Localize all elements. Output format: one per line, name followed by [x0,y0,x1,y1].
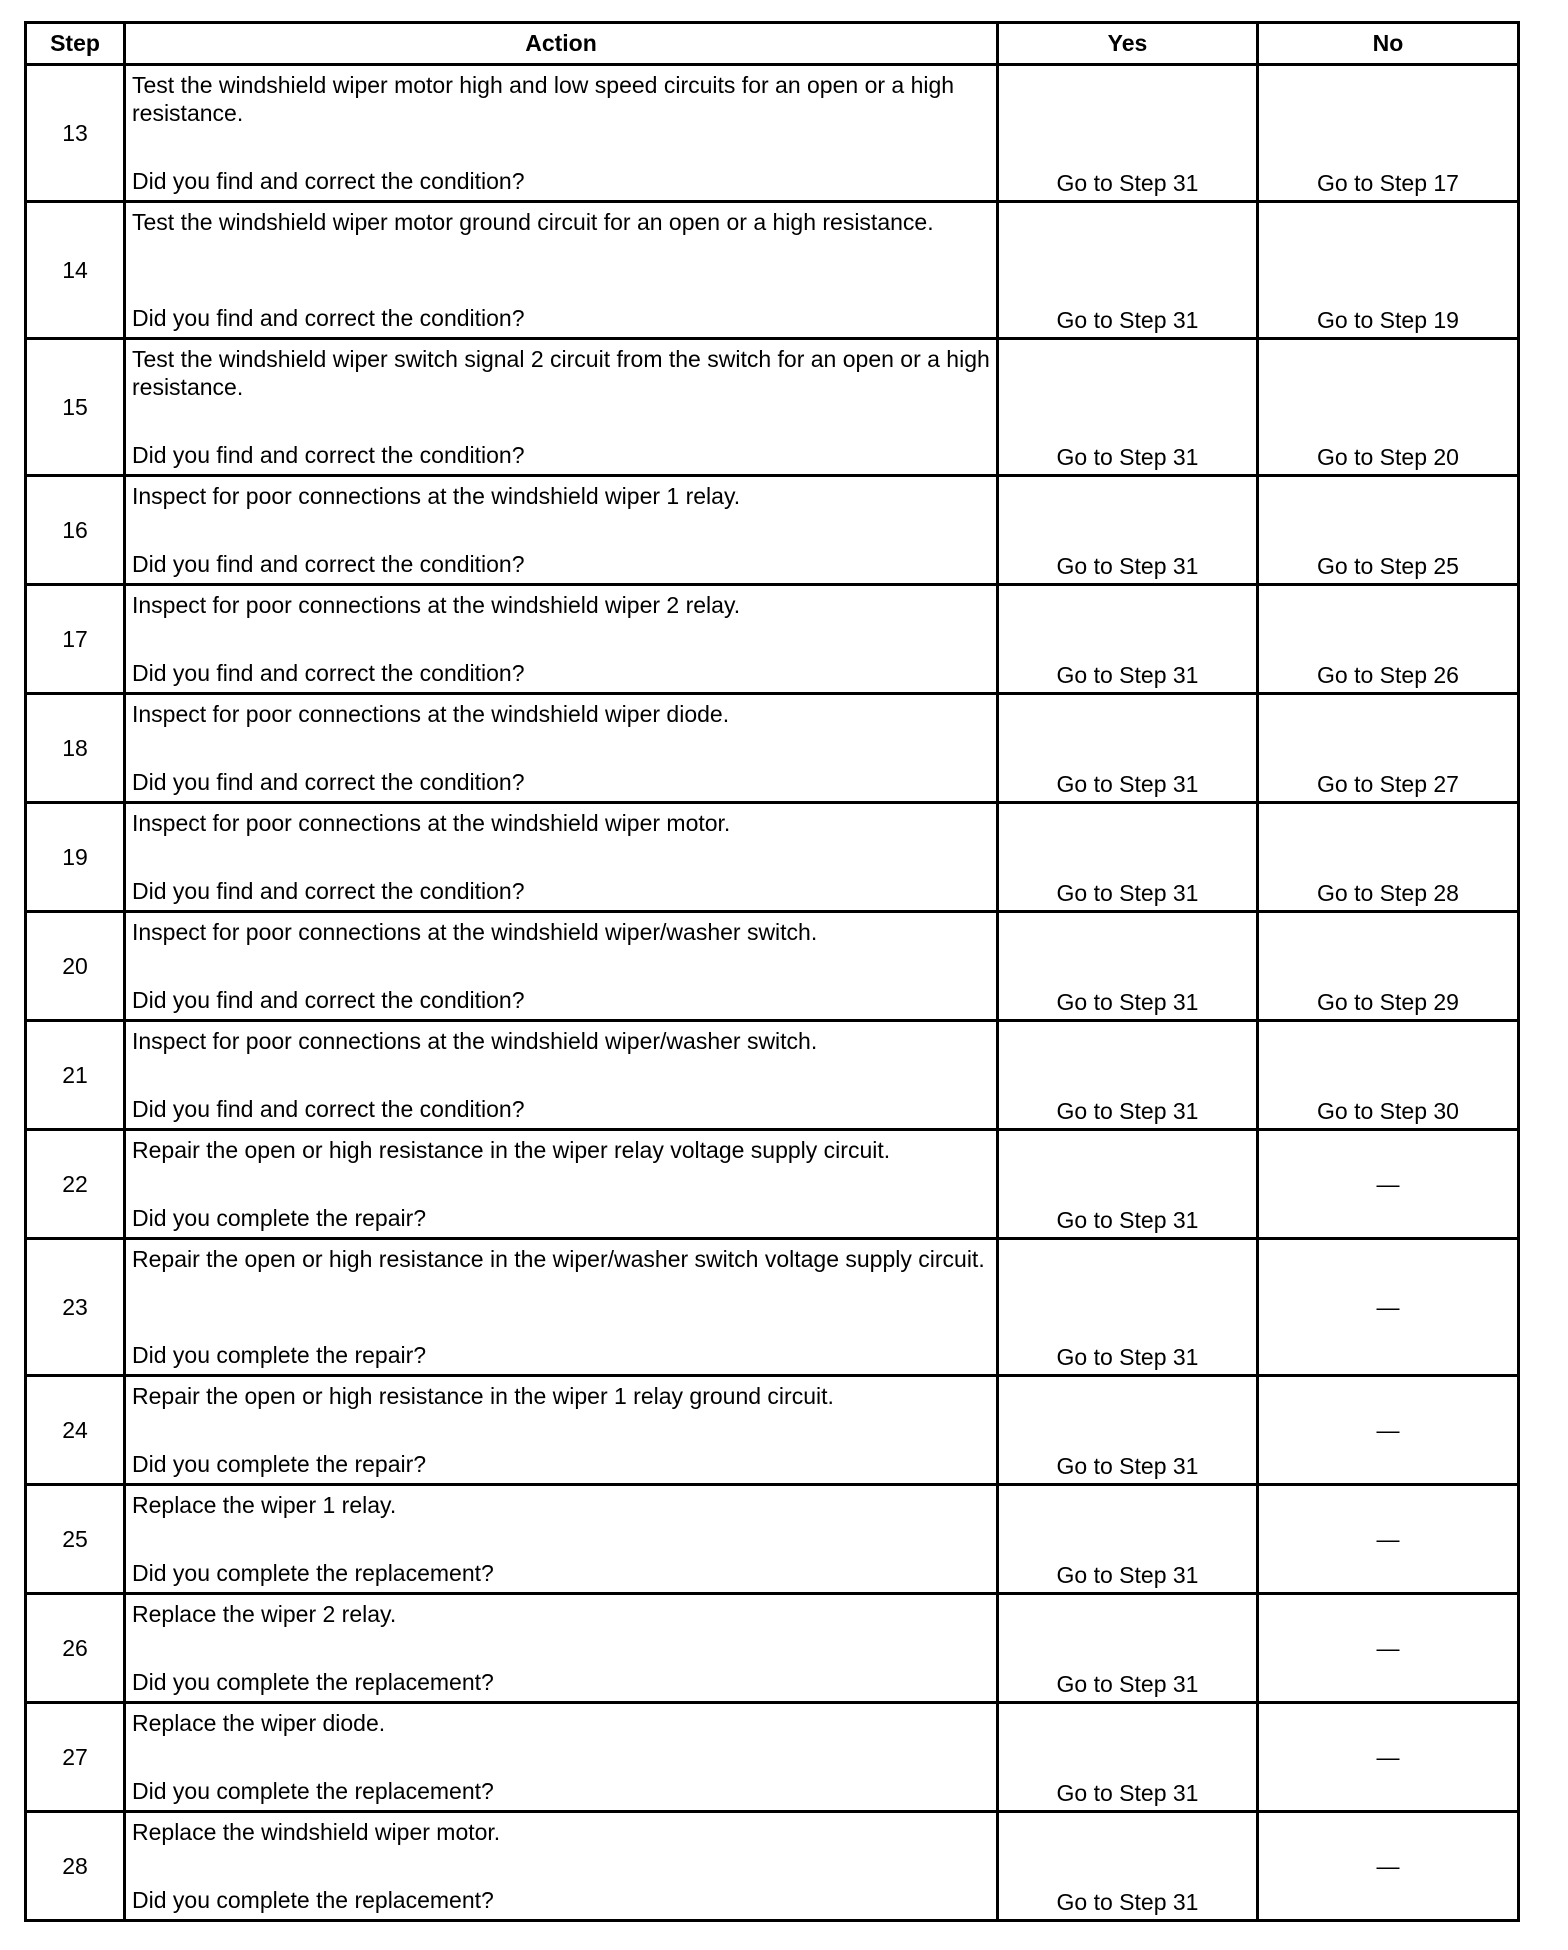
action-content [126,695,996,798]
action-instruction: Inspect for poor connections at the windshield wiper motor. [132,810,731,836]
step-number: 14 [26,202,125,339]
action-question: Did you find and correct the condition? [132,878,525,904]
action-question: Did you complete the repair? [132,1205,427,1231]
action-cell [125,65,998,202]
action-instruction: Test the windshield wiper switch signal 2 circuit from the switch for an open or a high resistance. [132,346,990,400]
action-content [126,804,996,907]
table-row [26,1812,1519,1921]
action-cell [125,1812,998,1921]
action-content [126,1595,996,1698]
no-result: — [1258,1130,1519,1239]
action-cell [125,1239,998,1376]
action-question: Did you complete the replacement? [132,1778,494,1804]
yes-result: Go to Step 31 [998,585,1258,694]
action-instruction: Inspect for poor connections at the windshield wiper 1 relay. [132,483,741,509]
action-question: Did you complete the repair? [132,1451,427,1477]
header-step: Step [26,23,125,65]
yes-result: Go to Step 31 [998,1812,1258,1921]
no-result: Go to Step 17 [1258,65,1519,202]
action-cell [125,1594,998,1703]
action-content [126,66,996,197]
action-question: Did you complete the replacement? [132,1887,494,1913]
action-instruction: Repair the open or high resistance in the wiper/washer switch voltage supply circuit. [132,1246,985,1272]
action-question: Did you find and correct the condition? [132,305,525,331]
yes-result: Go to Step 31 [998,694,1258,803]
header-no: No [1258,23,1519,65]
action-cell [125,912,998,1021]
yes-result: Go to Step 31 [998,65,1258,202]
step-number: 20 [26,912,125,1021]
step-number: 21 [26,1021,125,1130]
action-cell [125,1703,998,1812]
no-result: — [1258,1703,1519,1812]
yes-result: Go to Step 31 [998,1021,1258,1130]
step-number: 28 [26,1812,125,1921]
table-header [26,23,1519,65]
no-result: — [1258,1812,1519,1921]
action-question: Did you find and correct the condition? [132,168,525,194]
yes-result: Go to Step 31 [998,1239,1258,1376]
action-question: Did you find and correct the condition? [132,660,525,686]
yes-result: Go to Step 31 [998,339,1258,476]
step-number: 13 [26,65,125,202]
action-instruction: Repair the open or high resistance in the wiper relay voltage supply circuit. [132,1137,891,1163]
yes-result: Go to Step 31 [998,1485,1258,1594]
table-row [26,694,1519,803]
action-cell [125,202,998,339]
step-number: 15 [26,339,125,476]
action-question: Did you complete the repair? [132,1342,427,1368]
action-instruction: Inspect for poor connections at the windshield wiper diode. [132,701,730,727]
action-cell [125,1130,998,1239]
no-result: Go to Step 26 [1258,585,1519,694]
table-row [26,1376,1519,1485]
step-number: 24 [26,1376,125,1485]
step-number: 23 [26,1239,125,1376]
action-instruction: Replace the wiper 1 relay. [132,1492,397,1518]
action-content [126,1486,996,1589]
action-question: Did you complete the replacement? [132,1560,494,1586]
action-content [126,1240,996,1371]
action-instruction: Repair the open or high resistance in the wiper 1 relay ground circuit. [132,1383,834,1409]
action-content [126,477,996,580]
yes-result: Go to Step 31 [998,912,1258,1021]
action-instruction: Replace the windshield wiper motor. [132,1819,501,1845]
no-result: Go to Step 29 [1258,912,1519,1021]
action-question: Did you find and correct the condition? [132,987,525,1013]
diagnostic-table [24,21,1520,1922]
no-result: Go to Step 27 [1258,694,1519,803]
action-instruction: Replace the wiper diode. [132,1710,386,1736]
action-content [126,203,996,334]
header-row [26,23,1519,65]
header-action: Action [125,23,998,65]
step-number: 22 [26,1130,125,1239]
table-row [26,476,1519,585]
action-instruction: Inspect for poor connections at the windshield wiper 2 relay. [132,592,741,618]
step-number: 16 [26,476,125,585]
yes-result: Go to Step 31 [998,1376,1258,1485]
action-question: Did you complete the replacement? [132,1669,494,1695]
action-instruction: Inspect for poor connections at the windshield wiper/washer switch. [132,1028,818,1054]
action-cell [125,585,998,694]
action-cell [125,1485,998,1594]
step-number: 18 [26,694,125,803]
action-content [126,586,996,689]
header-yes: Yes [998,23,1258,65]
table-row [26,585,1519,694]
action-question: Did you find and correct the condition? [132,442,525,468]
no-result: Go to Step 20 [1258,339,1519,476]
step-number: 27 [26,1703,125,1812]
action-content [126,340,996,471]
table-row [26,803,1519,912]
no-result: Go to Step 30 [1258,1021,1519,1130]
table-row [26,1130,1519,1239]
action-content [126,1813,996,1916]
action-cell [125,339,998,476]
action-content [126,1022,996,1125]
yes-result: Go to Step 31 [998,1130,1258,1239]
action-content [126,1131,996,1234]
action-instruction: Test the windshield wiper motor high and low speed circuits for an open or a high resistance. [132,72,955,126]
step-number: 26 [26,1594,125,1703]
table-row [26,1021,1519,1130]
table-row [26,912,1519,1021]
table-row [26,1485,1519,1594]
no-result: — [1258,1376,1519,1485]
step-number: 19 [26,803,125,912]
yes-result: Go to Step 31 [998,476,1258,585]
no-result: — [1258,1239,1519,1376]
action-question: Did you find and correct the condition? [132,1096,525,1122]
no-result: — [1258,1594,1519,1703]
action-question: Did you find and correct the condition? [132,769,525,795]
action-content [126,1377,996,1480]
step-number: 25 [26,1485,125,1594]
table-row [26,65,1519,202]
yes-result: Go to Step 31 [998,202,1258,339]
no-result: Go to Step 25 [1258,476,1519,585]
yes-result: Go to Step 31 [998,1594,1258,1703]
action-question: Did you find and correct the condition? [132,551,525,577]
action-cell [125,476,998,585]
table-row [26,1594,1519,1703]
action-instruction: Replace the wiper 2 relay. [132,1601,397,1627]
action-cell [125,803,998,912]
step-number: 17 [26,585,125,694]
no-result: Go to Step 19 [1258,202,1519,339]
table-body [26,65,1519,1921]
table-row [26,1239,1519,1376]
action-instruction: Test the windshield wiper motor ground circuit for an open or a high resistance. [132,209,934,235]
action-instruction: Inspect for poor connections at the windshield wiper/washer switch. [132,919,818,945]
action-content [126,913,996,1016]
action-cell [125,694,998,803]
no-result: Go to Step 28 [1258,803,1519,912]
yes-result: Go to Step 31 [998,803,1258,912]
table-row [26,1703,1519,1812]
no-result: — [1258,1485,1519,1594]
yes-result: Go to Step 31 [998,1703,1258,1812]
action-content [126,1704,996,1807]
table-row [26,339,1519,476]
table-row [26,202,1519,339]
action-cell [125,1021,998,1130]
action-cell [125,1376,998,1485]
